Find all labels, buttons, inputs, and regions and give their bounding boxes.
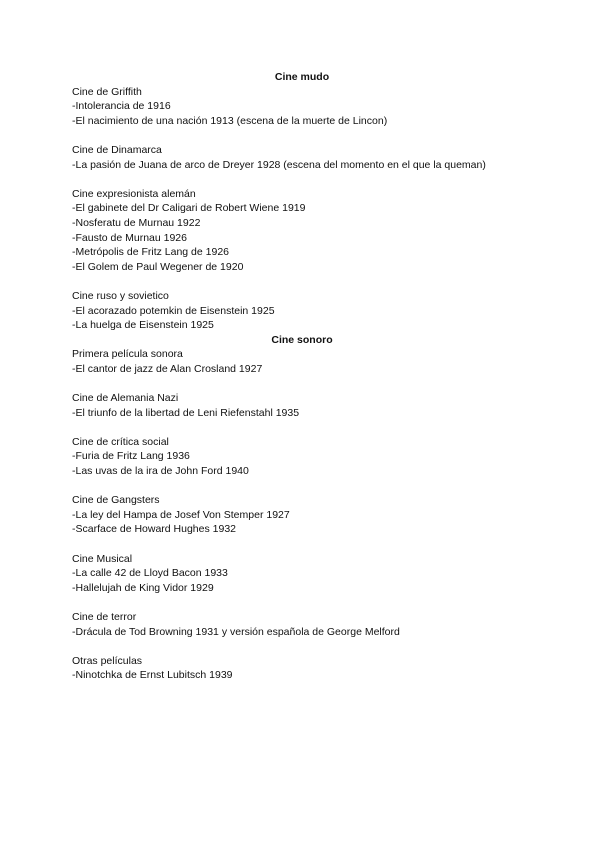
film-item: -La huelga de Eisenstein 1925	[72, 319, 214, 332]
group-title: Cine expresionista alemán	[72, 187, 196, 200]
group-critica-social	[72, 435, 532, 479]
spacer	[72, 274, 532, 289]
spacer	[72, 479, 532, 494]
group-title: Otras películas	[72, 654, 143, 667]
group-title: Primera película sonora	[72, 348, 183, 361]
film-item: -Las uvas de la ira de John Ford 1940	[72, 465, 249, 478]
group-title: Cine de terror	[72, 610, 137, 623]
film-item: -Ninotchka de Ernst Lubitsch 1939	[72, 669, 233, 682]
section-cine-mudo	[72, 70, 532, 333]
group-griffith	[72, 85, 532, 129]
group-otras	[72, 654, 532, 683]
spacer	[72, 128, 532, 143]
film-item: -Nosferatu de Murnau 1922	[72, 216, 201, 229]
film-item: -Fausto de Murnau 1926	[72, 231, 187, 244]
section-heading: Cine mudo	[274, 71, 330, 83]
film-item: -El Golem de Paul Wegener de 1920	[72, 260, 244, 273]
group-title: Cine de Alemania Nazi	[72, 392, 179, 405]
film-item: -Intolerancia de 1916	[72, 100, 171, 113]
section-heading: Cine sonoro	[271, 333, 333, 346]
film-item: -Hallelujah de King Vidor 1929	[72, 581, 214, 594]
group-ruso	[72, 289, 532, 333]
film-item: -Furia de Fritz Lang 1936	[72, 450, 190, 463]
section-cine-sonoro	[72, 333, 532, 683]
film-item: -El acorazado potemkin de Eisenstein 1925	[72, 304, 275, 317]
film-item: -La ley del Hampa de Josef Von Stemper 1927	[72, 508, 290, 521]
group-alemania-nazi	[72, 391, 532, 420]
film-item: -Metrópolis de Fritz Lang de 1926	[72, 246, 230, 259]
film-item: -Scarface de Howard Hughes 1932	[72, 523, 237, 536]
film-item: -El triunfo de la libertad de Leni Riefenstahl 1935	[72, 406, 300, 419]
group-gangsters	[72, 493, 532, 537]
group-title: Cine de Dinamarca	[72, 143, 162, 156]
group-title: Cine de Griffith	[72, 85, 142, 98]
film-item: -Drácula de Tod Browning 1931 y versión española de George Melford	[72, 625, 400, 638]
film-item: -El nacimiento de una nación 1913 (escena de la muerte de Lincon)	[72, 114, 388, 127]
group-title: Cine de Gangsters	[72, 494, 160, 507]
group-title: Cine Musical	[72, 552, 133, 565]
spacer	[72, 537, 532, 552]
spacer	[72, 639, 532, 654]
group-musical	[72, 552, 532, 596]
group-dinamarca	[72, 143, 532, 172]
spacer	[72, 172, 532, 187]
group-terror	[72, 610, 532, 639]
group-primera-sonora	[72, 347, 532, 376]
group-title: Cine ruso y sovietico	[72, 289, 169, 302]
document-content	[72, 70, 532, 683]
film-item: -La pasión de Juana de arco de Dreyer 1928 (escena del momento en el que la queman)	[72, 158, 486, 171]
spacer	[72, 420, 532, 435]
group-title: Cine de crítica social	[72, 435, 169, 448]
spacer	[72, 595, 532, 610]
spacer	[72, 376, 532, 391]
film-item: -El gabinete del Dr Caligari de Robert Wiene 1919	[72, 202, 306, 215]
film-item: -La calle 42 de Lloyd Bacon 1933	[72, 567, 228, 580]
group-expresionista	[72, 187, 532, 275]
film-item: -El cantor de jazz de Alan Crosland 1927	[72, 362, 263, 375]
